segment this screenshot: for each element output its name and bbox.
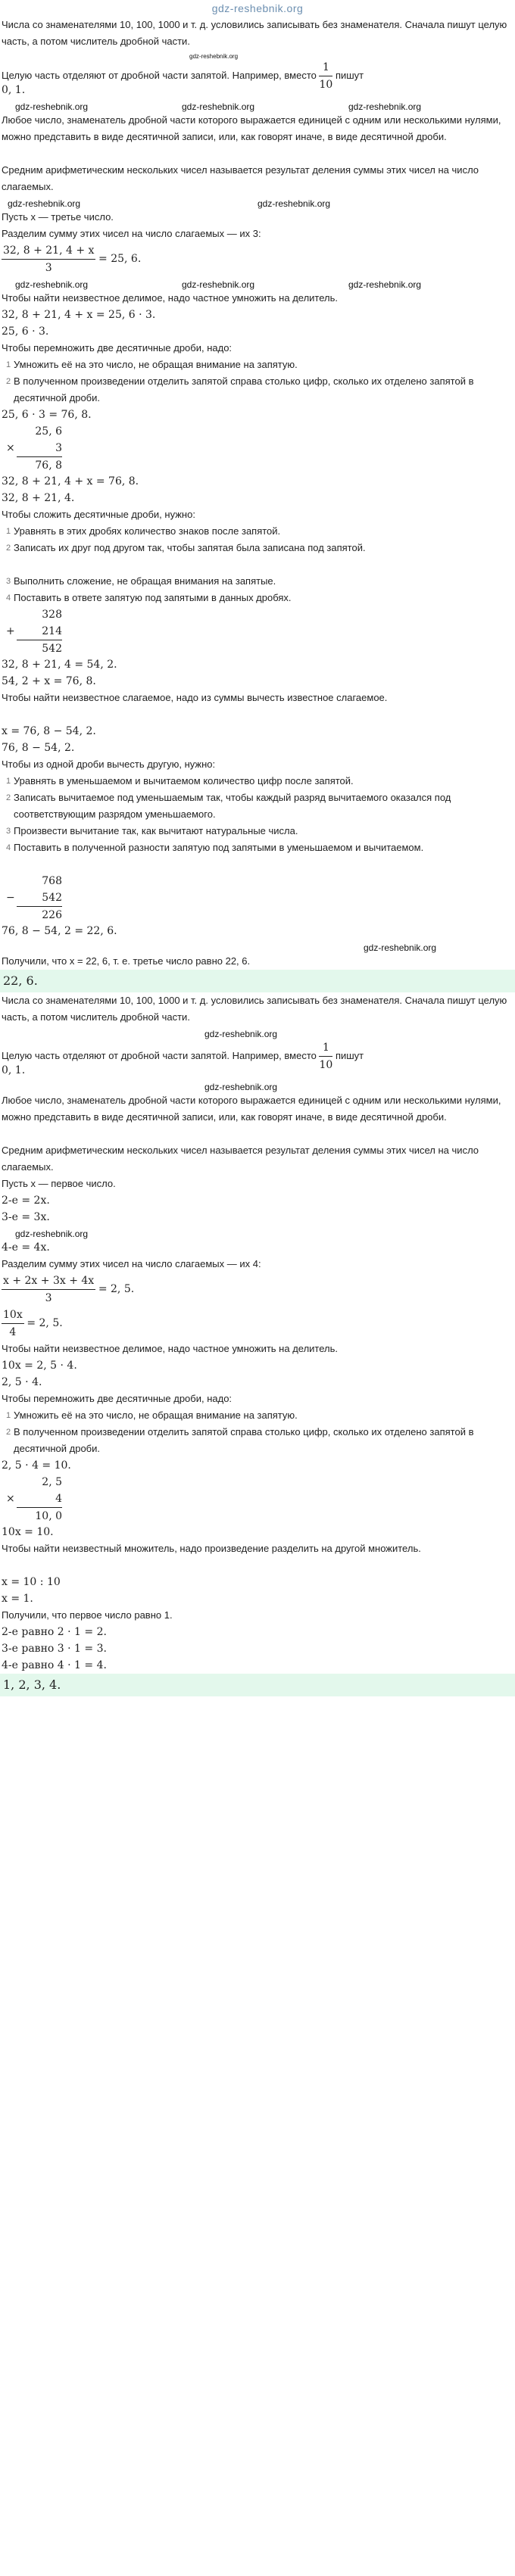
site-header[interactable]: gdz-reshebnik.org [211,2,304,14]
equation-7: 32, 8 + 21, 4 = 54, 2. [2,659,117,671]
rule-dividend: Чтобы найти неизвестное делимое, надо частное умножить на делитель. [2,292,339,304]
list-item: 4 Поставить в полученной разности запятую под запятыми в уменьшаемом и вычитаемом. [6,842,424,853]
intro-value: 0, 1. [2,84,26,96]
equation-11: 76, 8 − 54, 2 = 22, 6. [2,925,117,937]
mult-rule-b: Чтобы перемножить две десятичные дроби, надо: [2,1393,233,1404]
definition-mean: Средним арифметическим нескольких чисел называется результат деления суммы этих чисел на число слагаемых. [2,164,479,192]
equation-5b: 2, 5 · 4 = 10. [2,1459,71,1472]
watermark-row [0,50,515,59]
equation-5: 32, 8 + 21, 4 + x = 76, 8. [2,475,139,487]
result-third: 3-е равно 3 · 1 = 3. [2,1643,107,1655]
let-x: Пусть x — третье число. [2,211,114,223]
answer-2: 1, 2, 3, 4. [0,1674,515,1696]
equation-3: 25, 6 · 3. [2,326,49,338]
result-2: Получили, что первое число равно 1. [2,1609,173,1621]
equation-3b: 10x = 2, 5 · 4. [2,1360,77,1372]
list-item: 1 Уравнять в уменьшаемом и вычитаемом количество цифр после запятой. [6,775,354,787]
answer-1: 22, 6. [0,970,515,992]
definition-mean-b: Средним арифметическим нескольких чисел называется результат деления суммы этих чисел на число слагаемых. [2,1145,479,1173]
list-item: 2 Записать вычитаемое под уменьшаемым так, чтобы каждый разряд вычитаемого оказался под соответствующим разрядом уменьшаемого. [6,792,451,820]
list-item: 2 В полученном произведении отделить запятой справа столько цифр, сколько их отделено запятой в десятичной дроби. [6,1426,474,1454]
equation-2b: $\frac{10x}{4}$ = 2, 5. [0,1307,515,1341]
equation-6: 32, 8 + 21, 4. [2,492,75,504]
watermark-text: gdz-reshebnik.org [15,279,89,290]
list-item: 1 Уравнять в этих дробях количество знаков после запятой. [6,525,281,537]
intro-1: Числа со знаменателями 10, 100, 1000 и т. д. условились записывать без знаменателя. Сначала пишут целую часть, а потом числитель дробной части. [2,19,507,47]
watermark-text: gdz-reshebnik.org [15,101,89,112]
divide-text-b: Разделим сумму этих чисел на число слагаемых — их 4: [2,1258,261,1269]
equation-7b: x = 10 : 10 [2,1576,61,1588]
intro-2b: Целую часть отделяют от дробной части запятой. Например, вместо $\frac{1}{10}$ пишут [0,1039,515,1062]
list-item: 1 Умножить её на это число, не обращая внимание на запятую. [6,1409,298,1421]
fraction: $\frac{1}{10}$ [319,1039,332,1073]
watermark-text: gdz-reshebnik.org [182,279,255,290]
sub-find: Чтобы найти неизвестное слагаемое, надо из суммы вычесть известное слагаемое. [2,692,388,703]
result-second: 2-е равно 2 · 1 = 2. [2,1626,107,1638]
result-fourth: 4-е равно 4 · 1 = 4. [2,1659,107,1671]
list-item: 2 Записать их друг под другом так, чтобы запятая была записана под запятой. [6,542,366,553]
watermark-text: gdz-reshebnik.org [258,198,331,209]
watermark-text: gdz-reshebnik.org [348,279,422,290]
definition-decimal-b: Любое число, знаменатель дробной части которого выражается единицей с одним или несколькими нулями, можно представить в виде десятичной записи, или, как говорят иначе, в виде десятичной дроби. [2,1095,501,1123]
find-multiplier: Чтобы найти неизвестный множитель, надо произведение разделить на другой множитель. [2,1543,421,1554]
equation-10: 76, 8 − 54, 2. [2,742,75,754]
intro-2: Целую часть отделяют от дробной части запятой. Например, вместо $\frac{1}{10}$ пишут [0,59,515,82]
equation-4b: 2, 5 · 4. [2,1376,42,1388]
watermark-text: gdz-reshebnik.org [8,198,81,209]
watermark-text: gdz-reshebnik.org [364,942,437,953]
intro-1b: Числа со знаменателями 10, 100, 1000 и т. д. условились записывать без знаменателя. Сначала пишут целую часть, а потом числитель дробной части. [2,995,507,1023]
watermark-text: gdz-reshebnik.org [204,1082,278,1092]
watermark-text: gdz-reshebnik.org [182,101,255,112]
watermark-text: gdz-reshebnik.org [189,53,239,60]
watermark-text: gdz-reshebnik.org [204,1029,278,1039]
add-rule: Чтобы сложить десятичные дроби, нужно: [2,509,195,520]
list-item: 4 Поставить в ответе запятую под запятыми в данных дробях. [6,592,292,603]
equation-8: 54, 2 + x = 76, 8. [2,675,96,687]
column-mult: × 25, 6 3 76, 8 [6,425,62,472]
watermark-text: gdz-reshebnik.org [15,1229,89,1239]
equation-8b: x = 1. [2,1593,33,1605]
list-item: 3 Выполнить сложение, не обращая внимания на запятые. [6,575,276,587]
mult-rule: Чтобы перемножить две десятичные дроби, надо: [2,342,233,354]
list-item: 3 Произвести вычитание так, как вычитают натуральные числа. [6,825,298,836]
list-item: 1 Умножить её на это число, не обращая внимание на запятую. [6,359,298,370]
watermark-text: gdz-reshebnik.org [348,101,422,112]
column-sub: − 768 542 226 [6,875,62,921]
third-number: 3-е = 3x. [2,1211,50,1223]
definition-decimal: Любое число, знаменатель дробной части которого выражается единицей с одним или несколькими нулями, можно представить в виде десятичной записи, или, как говорят иначе, в виде десятичной дроби. [2,114,501,142]
second-number: 2-е = 2x. [2,1195,50,1207]
fraction: $\frac{1}{10}$ [319,59,332,93]
equation-1b: $\frac{x + 2x + 3x + 4x}{3}$ = 2, 5. [0,1272,515,1307]
intro-value-b: 0, 1. [2,1064,26,1076]
equation-2: 32, 8 + 21, 4 + x = 25, 6 · 3. [2,309,156,321]
equation-9: x = 76, 8 − 54, 2. [2,725,96,737]
let-x-b: Пусть x — первое число. [2,1178,116,1189]
divide-text: Разделим сумму этих чисел на число слагаемых — их 3: [2,228,261,239]
sub-rule: Чтобы из одной дроби вычесть другую, нужно: [2,758,216,770]
result-1: Получили, что x = 22, 6, т. е. третье число равно 22, 6. [2,955,251,967]
equation-6b: 10x = 10. [2,1526,54,1538]
equation-4: 25, 6 · 3 = 76, 8. [2,409,92,421]
column-add: + 328 214 542 [6,609,62,655]
equation-1: $\frac{32, 8 + 21, 4 + x}{3}$ = 25, 6. [0,242,515,276]
fourth-number: 4-е = 4x. [2,1241,50,1254]
rule-dividend-b: Чтобы найти неизвестное делимое, надо частное умножить на делитель. [2,1343,339,1354]
list-item: 2 В полученном произведении отделить запятой справа столько цифр, сколько их отделено запятой в десятичной дроби. [6,375,474,403]
column-mult-b: × 2, 5 4 10, 0 [6,1476,62,1522]
